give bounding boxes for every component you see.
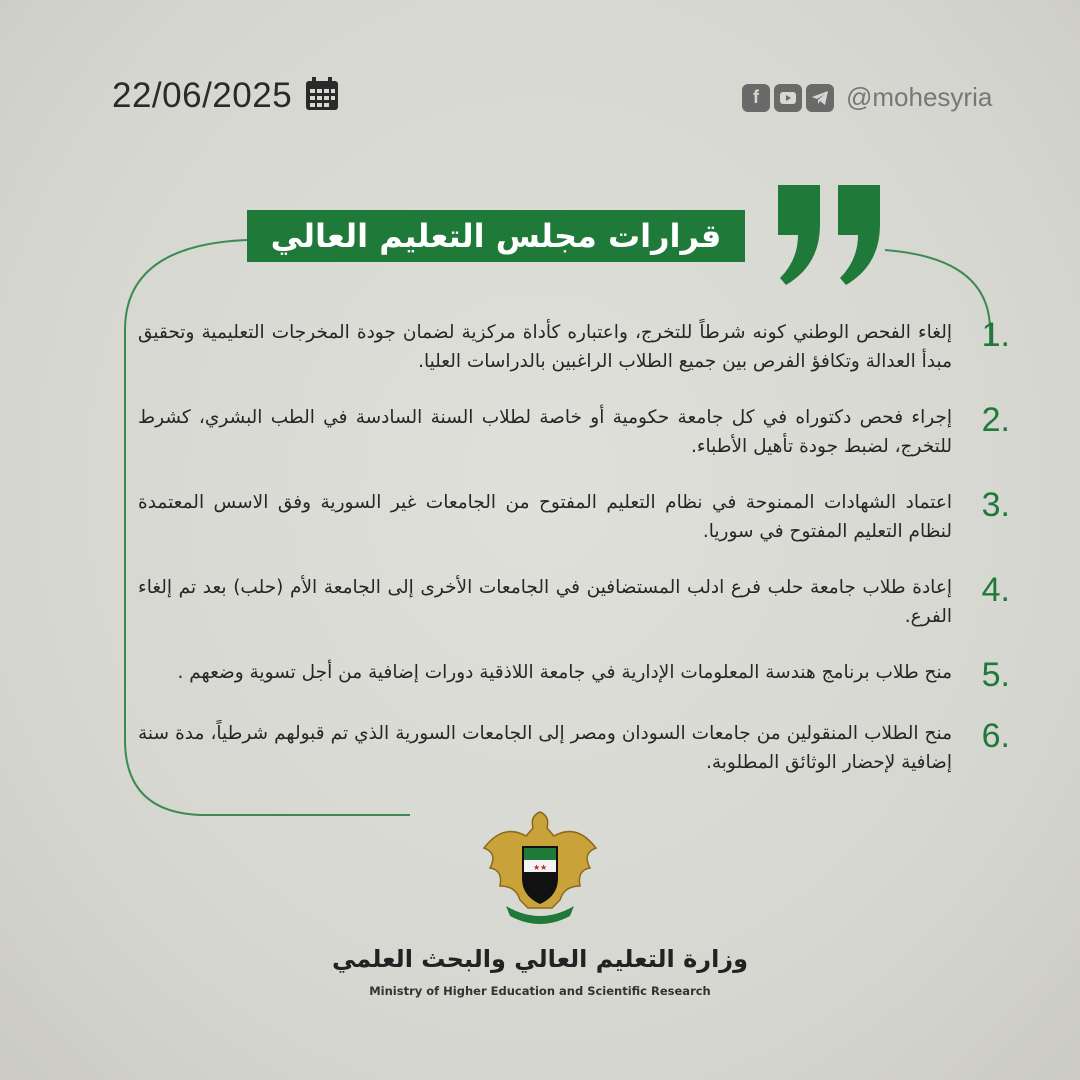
facebook-icon[interactable]: f <box>742 84 770 112</box>
quote-marks-icon <box>778 180 888 290</box>
social-handle[interactable]: @mohesyria <box>846 82 993 112</box>
list-item <box>138 403 1010 461</box>
ministry-name-arabic: وزارة التعليم العالي والبحث العلمي <box>331 945 749 973</box>
decisions-list <box>138 318 1010 804</box>
list-item <box>138 719 1010 777</box>
list-item <box>138 573 1010 631</box>
svg-text:★: ★ <box>533 863 541 872</box>
item-number: 2. <box>981 401 1010 439</box>
item-number: 6. <box>981 717 1010 755</box>
syrian-eagle-emblem <box>478 808 602 932</box>
item-text: إلغاء الفحص الوطني كونه شرطاً للتخرج، واعتباره كأداة مركزية لضمان جودة المخرجات التعليمية وتحقيق مبدأ العدالة وتكافؤ الفرص بين جميع الطلاب الراغبين بالدراسات العليا. <box>138 322 952 372</box>
item-number: 3. <box>981 486 1010 524</box>
page-title: قرارات مجلس التعليم العالي <box>270 217 722 255</box>
item-text: إعادة طلاب جامعة حلب فرع ادلب المستضافين في الجامعات الأخرى إلى الجامعة الأم (حلب) بعد تم إلغاء الفرع. <box>138 577 952 627</box>
list-item <box>138 488 1010 546</box>
item-text: اعتماد الشهادات الممنوحة في نظام التعليم المفتوح من الجامعات غير السورية وفق الاسس المعتمدة لنظام التعليم المفتوح في سوريا. <box>138 492 952 542</box>
item-number: 5. <box>981 656 1010 694</box>
date-text: 22/06/2025 <box>112 76 293 115</box>
list-item <box>138 318 1010 376</box>
item-number: 1. <box>981 316 1010 354</box>
item-text: منح طلاب برنامج هندسة المعلومات الإدارية في جامعة اللاذقية دورات إضافية من أجل تسوية وضعهم . <box>177 662 952 683</box>
ministry-name-english: Ministry of Higher Education and Scientific Research <box>369 984 711 998</box>
item-text: منح الطلاب المنقولين من جامعات السودان ومصر إلى الجامعات السورية الذي تم قبولهم شرطياً، مدة سنة إضافية لإحضار الوثائق المطلوبة. <box>138 723 952 773</box>
svg-text:★: ★ <box>540 863 548 872</box>
list-item <box>138 658 1010 692</box>
item-number: 4. <box>981 571 1010 609</box>
item-text: إجراء فحص دكتوراه في كل جامعة حكومية أو خاصة لطلاب السنة السادسة في الطب البشري، كشرط للتخرج، لضبط جودة تأهيل الأطباء. <box>138 407 952 457</box>
title-banner <box>247 210 745 262</box>
